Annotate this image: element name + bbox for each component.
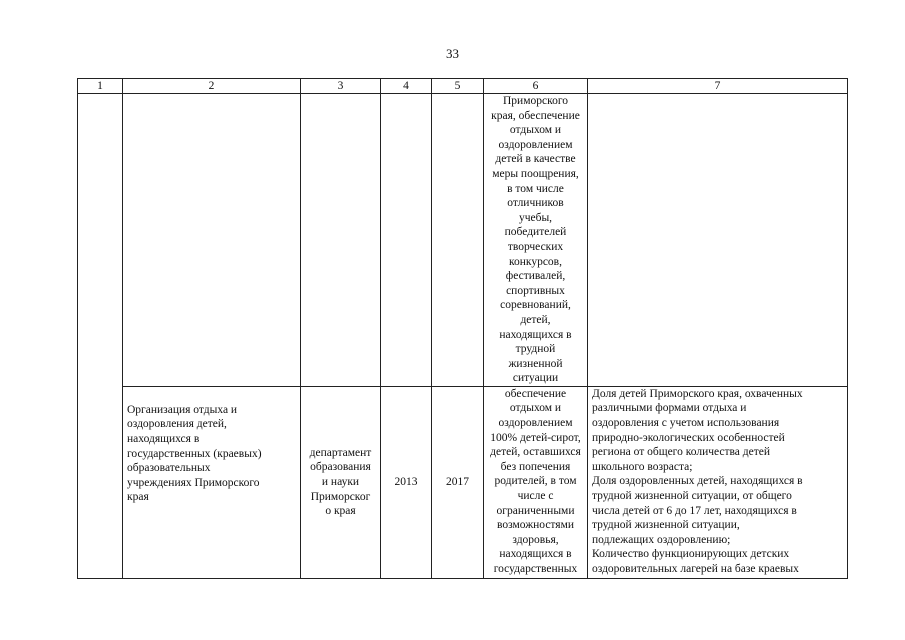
text-line: школьного возраста; <box>592 460 693 473</box>
text-line: оздоровления детей, <box>127 418 227 431</box>
text-line: региона от общего количества детей <box>592 446 771 459</box>
text-line: Организация отдыха и <box>127 403 238 416</box>
text-line: Доля детей Приморского края, охваченных <box>592 387 803 400</box>
text-line: спортивных <box>506 284 565 297</box>
header-cell: 6 <box>484 79 588 94</box>
text-line: образования <box>310 461 371 474</box>
text-line: оздоровлением <box>498 138 573 151</box>
text-line: Доля оздоровленных детей, находящихся в <box>592 475 803 488</box>
text-line: отдыхом и <box>509 402 562 415</box>
text-line: детей, <box>520 313 551 326</box>
text-line: трудной жизненной ситуации, <box>592 519 740 532</box>
text-line: находящихся в <box>499 328 572 341</box>
text-line: различными формами отдыха и <box>592 402 747 415</box>
header-cell: 3 <box>301 79 381 94</box>
executor-cell <box>301 386 381 578</box>
text-line: соревнований, <box>500 299 571 312</box>
text-line: отличников <box>507 197 564 210</box>
header-cell: 5 <box>432 79 484 94</box>
text-line: без попечения <box>500 460 571 473</box>
start-year-cell: 2013 <box>381 386 432 578</box>
header-cell: 4 <box>381 79 432 94</box>
text-line: здоровья, <box>512 533 559 546</box>
empty-cell <box>123 94 301 387</box>
text-line: находящихся в <box>127 433 200 446</box>
empty-cell <box>301 94 381 387</box>
empty-cell <box>78 94 123 579</box>
text-line: возможностями <box>496 519 575 532</box>
indicators-cell <box>588 386 848 578</box>
text-line: обеспечение <box>504 387 567 400</box>
text-line: числа детей от 6 до 17 лет, находящихся в <box>592 504 797 517</box>
text-line: в том числе <box>507 182 564 195</box>
header-row <box>78 79 848 94</box>
header-cell: 7 <box>588 79 848 94</box>
text-line: детей, оставшихся <box>490 446 581 459</box>
text-line: меры поощрения, <box>492 167 579 180</box>
text-line: края <box>127 491 149 504</box>
text-line: оздоровлением <box>498 417 573 430</box>
text-line: победителей <box>504 226 567 239</box>
text-line: департамент <box>309 446 372 459</box>
page-number: 33 <box>446 46 459 61</box>
text-line: оздоровительных лагерей на базе краевых <box>592 563 799 575</box>
text-line: трудной жизненной ситуации, от общего <box>592 490 792 503</box>
measure-cell <box>484 94 588 387</box>
text-line: фестивалей, <box>505 270 566 283</box>
measure-cell <box>484 386 588 578</box>
empty-cell <box>381 94 432 387</box>
text-line: государственных <box>493 563 578 575</box>
header-cell: 1 <box>78 79 123 94</box>
text-line: детей в качестве <box>495 153 576 166</box>
empty-cell <box>588 94 848 387</box>
text-line: отдыхом и <box>509 124 562 137</box>
text-line: учебы, <box>518 211 553 224</box>
text-line: находящихся в <box>499 548 572 561</box>
activity-name-cell <box>123 386 301 578</box>
table-row <box>78 386 848 578</box>
text-line: 100% детей-сирот, <box>490 431 581 444</box>
text-line: ситуации <box>512 372 559 385</box>
text-line: и науки <box>321 476 360 489</box>
table-row <box>78 94 848 387</box>
text-line: трудной <box>515 343 556 356</box>
text-line: учреждениях Приморского <box>127 476 260 489</box>
text-line: творческих <box>507 240 564 253</box>
text-line: Приморского <box>502 95 569 107</box>
text-line: края, обеспечение <box>491 109 580 122</box>
header-cell: 2 <box>123 79 301 94</box>
text-line: о края <box>325 505 356 518</box>
text-line: подлежащих оздоровлению; <box>592 533 731 546</box>
program-table <box>77 78 848 579</box>
text-line: Приморског <box>310 490 371 503</box>
empty-cell <box>432 94 484 387</box>
text-line: оздоровления с учетом использования <box>592 417 780 430</box>
text-line: государственных (краевых) <box>127 447 262 460</box>
end-year-cell: 2017 <box>432 386 484 578</box>
text-line: жизненной <box>508 357 563 370</box>
text-line: конкурсов, <box>509 255 562 268</box>
text-line: образовательных <box>127 462 211 475</box>
text-line: родителей, в том <box>494 475 577 488</box>
text-line: Количество функционирующих детских <box>592 548 790 561</box>
text-line: ограниченными <box>496 504 575 517</box>
text-line: природно-экологических особенностей <box>592 431 785 444</box>
text-line: числе с <box>517 490 554 503</box>
